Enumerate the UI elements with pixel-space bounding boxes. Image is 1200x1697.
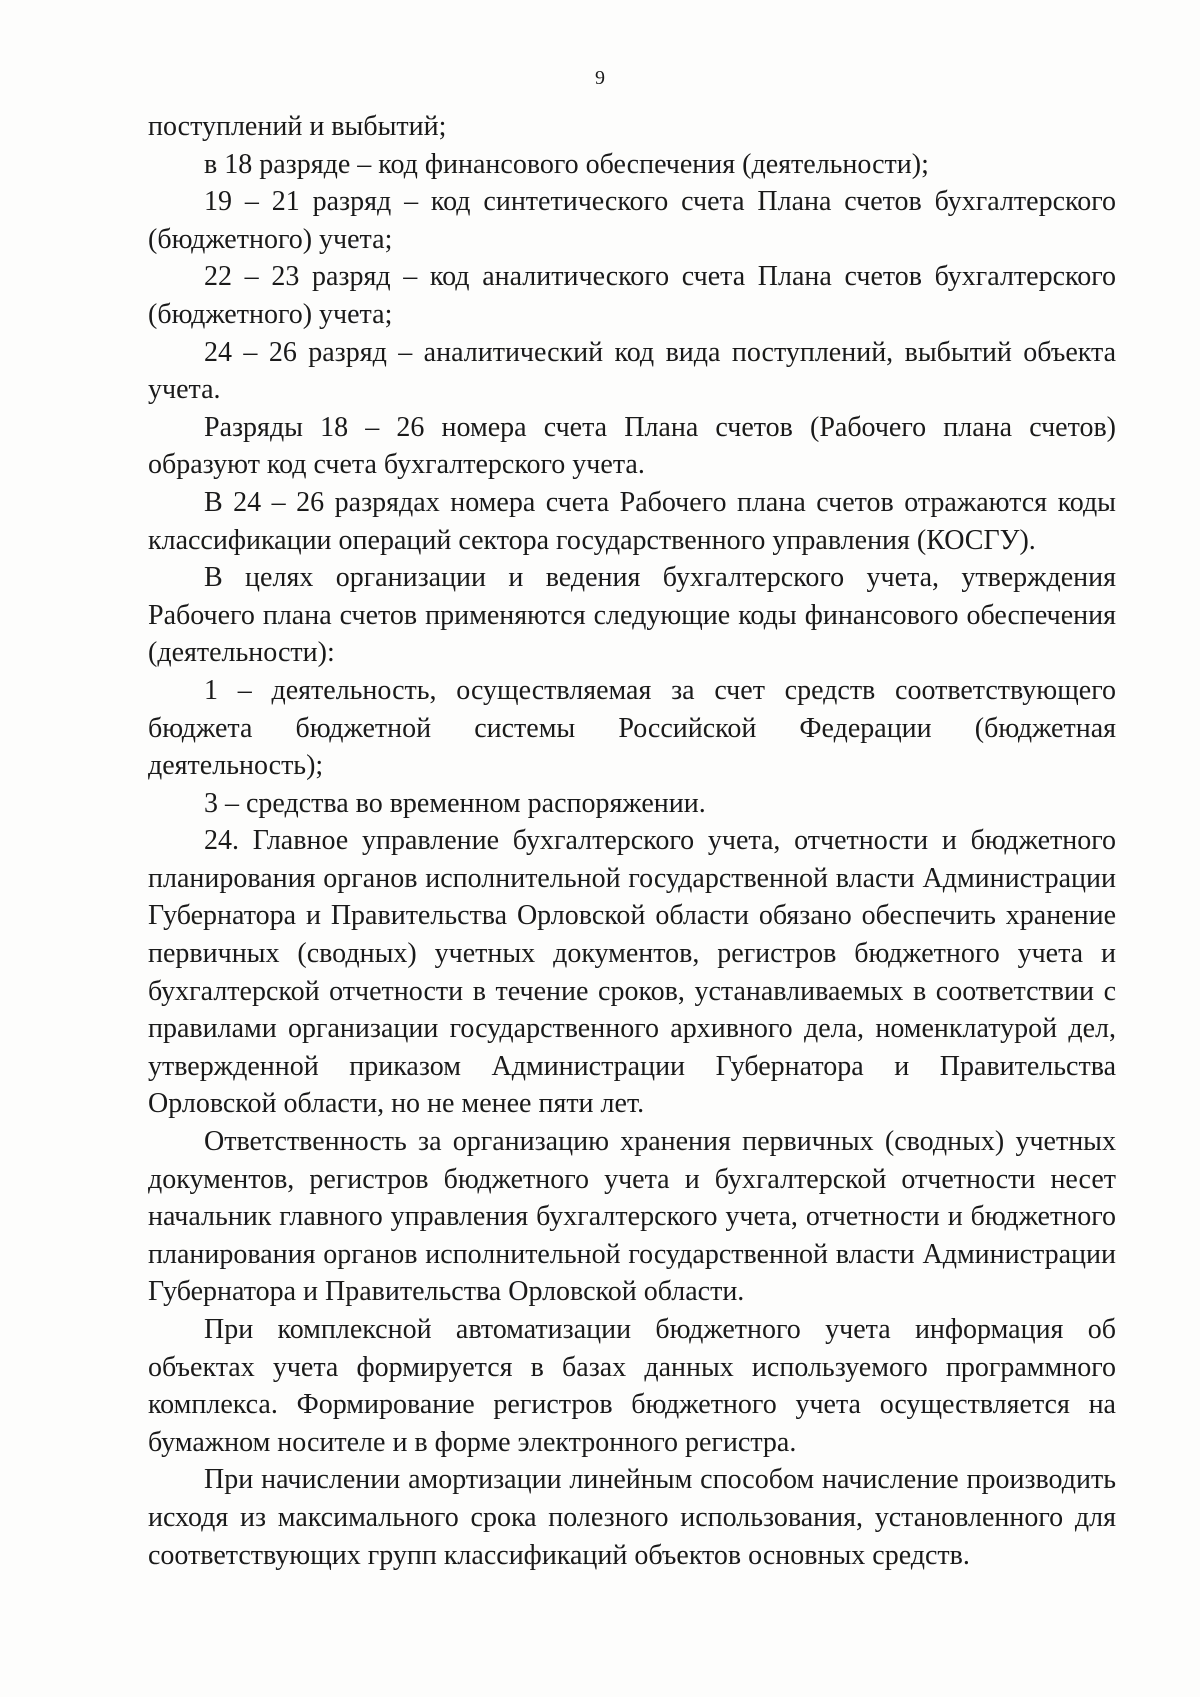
paragraph-automation: При комплексной автоматизации бюджетного учета информация об объектах учета формируется в базах данных используемого программного комплекса. Формирование регистров бюджетного учета осуществляется на бумажном носителе и в форме электронного регистра. [148,1314,1116,1458]
paragraph-continuation: поступлений и выбытий; [148,111,447,142]
paragraph-digits-24-26: 24 – 26 разряд – аналитический код вида поступлений, выбытий объекта учета. [148,336,1116,406]
paragraph-digit-18: в 18 разряде – код финансового обеспечения (деятельности); [204,148,929,180]
document-body [148,108,1116,1574]
paragraph-section-24: 24. Главное управление бухгалтерского учета, отчетности и бюджетного планирования органов исполнительной государственной власти Администрации Губернатора и Правительства Орловской области обязано обеспечить хранение первичных (сводных) учетных документов, регистров бюджетного учета и бухгалтерской отчетности в течение сроков, устанавливаемых в соответствии с правилами организации государственного архивного дела, номенклатурой дел, утвержденной приказом Администрации Губернатора и Правительства Орловской области, но не менее пяти лет. [148,825,1116,1120]
paragraph-digits-22-23: 22 – 23 разряд – код аналитического счета Плана счетов бухгалтерского (бюджетного) учета; [148,261,1116,330]
paragraph-financing-code-1: 1 – деятельность, осуществляемая за счет средств соответствующего бюджета бюджетной системы Российской Федерации (бюджетная деятельность); [148,674,1116,782]
paragraph-depreciation: При начислении амортизации линейным способом начисление производить исходя из максимального срока полезного использования, установленного для соответствующих групп классификаций объектов основных средств. [148,1464,1116,1571]
paragraph-financing-code-3: 3 – средства во временном распоряжении. [204,787,706,819]
paragraph-account-code: Разряды 18 – 26 номера счета Плана счетов (Рабочего плана счетов) образуют код счета бухгалтерского учета. [148,411,1116,481]
paragraph-financing-codes-intro: В целях организации и ведения бухгалтерского учета, утверждения Рабочего плана счетов применяются следующие коды финансового обеспечения (деятельности): [148,562,1116,669]
paragraph-responsibility: Ответственность за организацию хранения первичных (сводных) учетных документов, регистров бюджетного учета и бухгалтерской отчетности несет начальник главного управления бухгалтерского учета, отчетности и бюджетного планирования органов исполнительной государственной власти Администрации Губернатора и Правительства Орловской области. [148,1126,1116,1308]
paragraph-kosgu: В 24 – 26 разрядах номера счета Рабочего плана счетов отражаются коды классификации операций сектора государственного управления (КОСГУ). [148,486,1116,556]
page-number: 9 [595,67,605,89]
paragraph-digits-19-21: 19 – 21 разряд – код синтетического счета Плана счетов бухгалтерского (бюджетного) учета; [148,186,1116,255]
